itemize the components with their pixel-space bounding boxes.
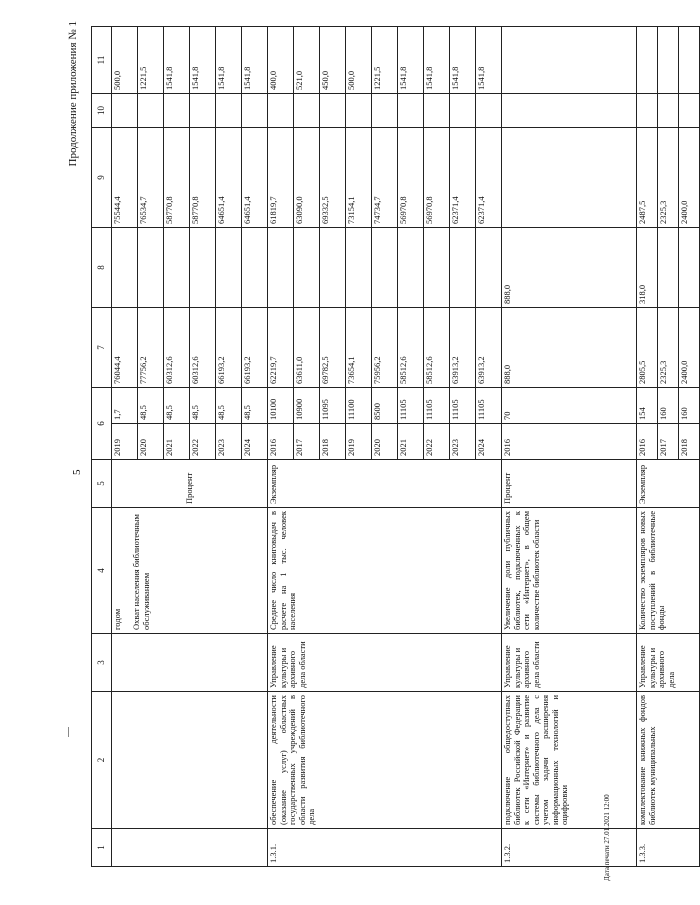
total-cell: 888,0 [502, 308, 637, 388]
target-value-cell: 48,5 [190, 388, 216, 424]
top-mark [68, 727, 69, 737]
header-cell-4: 4 [92, 508, 112, 634]
unit: Экземпляр [268, 460, 502, 508]
target-value-cell: 1,7 [112, 388, 138, 424]
rotated-landscape-content [65, 17, 689, 887]
regional-cell: 2325,3 [658, 128, 679, 228]
regional-cell: 58770,8 [164, 128, 190, 228]
executor-cell [112, 634, 268, 692]
header-cell-6: 6 [92, 388, 112, 460]
year-cell: 2016 [637, 424, 658, 460]
total-cell: 66193,2 [242, 308, 268, 388]
local-cell [268, 94, 294, 128]
regional-cell: 76534,7 [138, 128, 164, 228]
federal-cell: 888,0 [502, 228, 637, 308]
year-cell: 2017 [658, 424, 679, 460]
local-cell [679, 94, 700, 128]
executor: Управление культуры и архивного дела области [502, 634, 637, 692]
header-cell-11: 11 [92, 27, 112, 94]
event-description: комплектование книжных фондов библиотек муниципальных [637, 692, 700, 829]
local-cell [138, 94, 164, 128]
indicator: Количество экземпляров новых поступлений в библиотечные фонды [637, 508, 700, 634]
table-row [502, 27, 637, 867]
total-cell: 77756,2 [138, 308, 164, 388]
regional-cell: 62371,4 [476, 128, 502, 228]
local-cell [216, 94, 242, 128]
extra-cell [658, 27, 679, 94]
header-cell-9: 9 [92, 128, 112, 228]
local-cell [190, 94, 216, 128]
header-cell-10: 10 [92, 94, 112, 128]
total-cell: 69782,5 [320, 308, 346, 388]
year-cell: 2016 [268, 424, 294, 460]
year-cell: 2021 [398, 424, 424, 460]
total-cell: 2400,0 [679, 308, 700, 388]
event-description: подключение общедоступных библиотек Российской Федерации к сети «Интернет» и развитие системы библиотечного дела с учетом задачи расширения информационных технологий и оцифровки [502, 692, 637, 829]
regional-cell: 2487,5 [637, 128, 658, 228]
year-cell: 2017 [294, 424, 320, 460]
year-cell: 2021 [164, 424, 190, 460]
local-cell [320, 94, 346, 128]
program-table [91, 26, 700, 867]
indicator: Увеличение доли публичных библиотек, подключенных к сети «Интернет», в общем количестве библиотек области [502, 508, 637, 634]
local-cell [112, 94, 138, 128]
extra-cell: 521,0 [294, 27, 320, 94]
federal-cell [190, 228, 216, 308]
year-cell: 2024 [476, 424, 502, 460]
regional-cell: 75544,4 [112, 128, 138, 228]
target-value-cell: 11105 [398, 388, 424, 424]
regional-cell: 74734,7 [372, 128, 398, 228]
table-row [268, 27, 294, 867]
local-cell [658, 94, 679, 128]
header-cell-8: 8 [92, 228, 112, 308]
year-cell: 2023 [450, 424, 476, 460]
federal-cell [164, 228, 190, 308]
local-cell [450, 94, 476, 128]
indicator: Среднее число книговыдач в расчете на 1 тыс. человек населения [268, 508, 502, 634]
total-cell: 76044,4 [112, 308, 138, 388]
target-value-cell: 160 [679, 388, 700, 424]
extra-cell: 1541,8 [398, 27, 424, 94]
federal-cell [679, 228, 700, 308]
extra-cell: 1541,8 [242, 27, 268, 94]
total-cell: 63611,0 [294, 308, 320, 388]
federal-cell [450, 228, 476, 308]
extra-cell [502, 27, 637, 94]
header-cell-2: 2 [92, 692, 112, 829]
local-cell [372, 94, 398, 128]
federal-cell [372, 228, 398, 308]
year-cell: 2018 [320, 424, 346, 460]
total-cell: 66193,2 [216, 308, 242, 388]
local-cell [424, 94, 450, 128]
federal-cell [268, 228, 294, 308]
total-cell: 63913,2 [450, 308, 476, 388]
year-cell: 2019 [346, 424, 372, 460]
executor: Управление культуры и архивного дела области [268, 634, 502, 692]
extra-cell: 450,0 [320, 27, 346, 94]
target-value-cell: 8500 [372, 388, 398, 424]
extra-cell: 1541,8 [424, 27, 450, 94]
federal-cell [112, 228, 138, 308]
federal-cell [424, 228, 450, 308]
federal-cell [216, 228, 242, 308]
regional-cell: 62371,4 [450, 128, 476, 228]
total-cell: 58512,6 [398, 308, 424, 388]
regional-cell: 61819,7 [268, 128, 294, 228]
extra-cell: 500,0 [112, 27, 138, 94]
local-cell [502, 94, 637, 128]
regional-cell: 56970,8 [398, 128, 424, 228]
print-date-footer: Дата печати 27.01.2021 12:00 [603, 794, 611, 881]
header-cell-7: 7 [92, 308, 112, 388]
local-cell [242, 94, 268, 128]
extra-cell: 1541,8 [190, 27, 216, 94]
target-value-cell: 11095 [320, 388, 346, 424]
regional-cell: 64651,4 [242, 128, 268, 228]
year-cell: 2022 [424, 424, 450, 460]
year-cell: 2019 [112, 424, 138, 460]
extra-cell: 1541,8 [164, 27, 190, 94]
table-row [112, 27, 138, 867]
federal-cell [658, 228, 679, 308]
local-cell [637, 94, 658, 128]
appendix-label: Продолжение приложения № 1 [67, 21, 79, 167]
page-number: 5 [71, 469, 83, 475]
target-value-cell: 48,5 [138, 388, 164, 424]
extra-cell [637, 27, 658, 94]
year-cell: 2023 [216, 424, 242, 460]
regional-cell: 63090,0 [294, 128, 320, 228]
executor: Управление культуры и архивного дела [637, 634, 700, 692]
extra-cell: 400,0 [268, 27, 294, 94]
section-number: 1.3.1. [268, 829, 502, 867]
federal-cell [242, 228, 268, 308]
extra-cell: 1221,5 [372, 27, 398, 94]
table-row [637, 27, 658, 867]
local-cell [346, 94, 372, 128]
unit: Процент [502, 460, 637, 508]
total-cell: 75956,2 [372, 308, 398, 388]
target-value-cell: 48,5 [242, 388, 268, 424]
federal-cell [476, 228, 502, 308]
total-cell: 60312,6 [190, 308, 216, 388]
regional-cell: 69332,5 [320, 128, 346, 228]
header-cell-1: 1 [92, 829, 112, 867]
local-cell [294, 94, 320, 128]
target-value-cell: 11105 [424, 388, 450, 424]
target-value-cell: 70 [502, 388, 637, 424]
year-cell: 2016 [502, 424, 637, 460]
federal-cell [346, 228, 372, 308]
local-cell [398, 94, 424, 128]
year-cell: 2024 [242, 424, 268, 460]
year-cell: 2020 [372, 424, 398, 460]
regional-cell [502, 128, 637, 228]
target-value-cell: 154 [637, 388, 658, 424]
total-cell: 73654,1 [346, 308, 372, 388]
total-cell: 63913,2 [476, 308, 502, 388]
event-description: обеспечение деятельности (оказание услуг) областных государственных учреждений в области развития библиотечного дела [268, 692, 502, 829]
target-value-cell: 11105 [476, 388, 502, 424]
local-cell [164, 94, 190, 128]
regional-cell: 64651,4 [216, 128, 242, 228]
header-cell-3: 3 [92, 634, 112, 692]
extra-cell [679, 27, 700, 94]
regional-cell: 73154,1 [346, 128, 372, 228]
target-value-cell: 11100 [346, 388, 372, 424]
regional-cell: 56970,8 [424, 128, 450, 228]
target-value-cell: 10100 [268, 388, 294, 424]
extra-cell: 1541,8 [450, 27, 476, 94]
local-cell [476, 94, 502, 128]
federal-cell [320, 228, 346, 308]
indicator-cell: годом Охват населения библиотечным обслуживанием [112, 508, 268, 634]
section-number: 1.3.2. [502, 829, 637, 867]
target-value-cell: 48,5 [216, 388, 242, 424]
year-cell: 2022 [190, 424, 216, 460]
event-cell [112, 692, 268, 829]
target-value-cell: 10900 [294, 388, 320, 424]
total-cell: 58512,6 [424, 308, 450, 388]
unit: Экземпляр [637, 460, 700, 508]
section-number: 1.3.3. [637, 829, 700, 867]
extra-cell: 1541,8 [476, 27, 502, 94]
total-cell: 62219,7 [268, 308, 294, 388]
total-cell: 2805,5 [637, 308, 658, 388]
target-value-cell: 48,5 [164, 388, 190, 424]
header-row [92, 27, 112, 867]
federal-cell [138, 228, 164, 308]
federal-cell [398, 228, 424, 308]
target-value-cell: 160 [658, 388, 679, 424]
total-cell: 2325,3 [658, 308, 679, 388]
target-value-cell: 11105 [450, 388, 476, 424]
extra-cell: 1221,5 [138, 27, 164, 94]
extra-cell: 1541,8 [216, 27, 242, 94]
federal-cell: 318,0 [637, 228, 658, 308]
regional-cell: 2400,0 [679, 128, 700, 228]
extra-cell: 500,0 [346, 27, 372, 94]
year-cell: 2018 [679, 424, 700, 460]
year-cell: 2020 [138, 424, 164, 460]
unit-cell: Процент [112, 460, 268, 508]
num-cell [112, 829, 268, 867]
total-cell: 60312,6 [164, 308, 190, 388]
federal-cell [294, 228, 320, 308]
regional-cell: 58770,8 [190, 128, 216, 228]
header-cell-5: 5 [92, 460, 112, 508]
